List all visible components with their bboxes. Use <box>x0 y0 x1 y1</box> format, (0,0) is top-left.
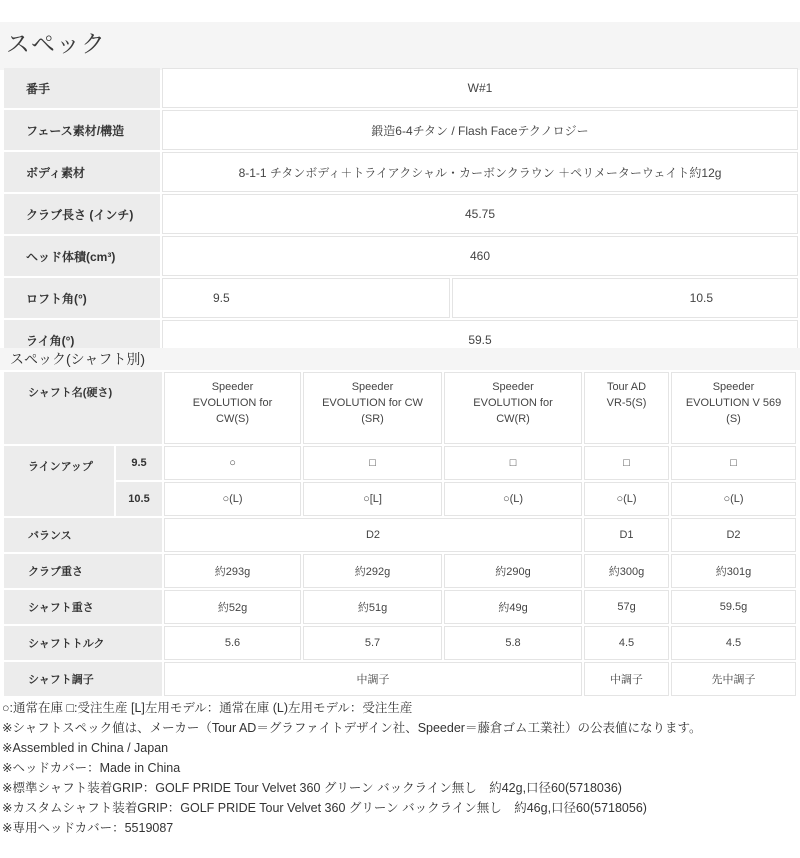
table-row <box>4 554 796 588</box>
row-value: 460 <box>162 236 798 276</box>
lineup-mark: □ <box>303 446 442 480</box>
lineup-mark: □ <box>584 446 669 480</box>
lineup-label: ラインアップ <box>4 446 114 516</box>
row-value: 59.5 <box>162 320 798 360</box>
club-weight-value: 約293g <box>164 554 301 588</box>
row-label: ボディ素材 <box>4 152 160 192</box>
balance-value: D2 <box>671 518 796 552</box>
kick-point-value: 先中調子 <box>671 662 796 696</box>
shaft-header <box>671 372 796 444</box>
shaft-weight-label: シャフト重さ <box>4 590 162 624</box>
lineup-loft: 9.5 <box>116 446 162 480</box>
note-assembled: ※Assembled in China / Japan <box>2 741 169 755</box>
lineup-mark: ○[L] <box>303 482 442 516</box>
shaft-name: Speeder EVOLUTION for CW(S) <box>192 381 273 425</box>
row-label: クラブ長さ (インチ) <box>4 194 160 234</box>
note-headcover-number: ※専用ヘッドカバー：5519087 <box>2 821 174 835</box>
balance-value: D1 <box>584 518 669 552</box>
lineup-mark: ○(L) <box>584 482 669 516</box>
shaft-name-label: シャフト名(硬さ) <box>4 372 162 444</box>
page-title: スペック <box>0 22 800 70</box>
balance-value: D2 <box>164 518 582 552</box>
table-row <box>4 110 798 150</box>
row-value: 45.75 <box>162 194 798 234</box>
shaft-header <box>303 372 442 444</box>
table-row <box>4 152 798 192</box>
row-value: 鍛造6-4チタン / Flash Faceテクノロジー <box>162 110 798 150</box>
row-label: ロフト角(°) <box>4 278 160 318</box>
lineup-mark: □ <box>444 446 582 480</box>
shaft-header <box>164 372 301 444</box>
lineup-mark: □ <box>671 446 796 480</box>
club-weight-value: 約300g <box>584 554 669 588</box>
lineup-mark: ○ <box>164 446 301 480</box>
loft-value-9-5: 9.5 <box>162 278 450 318</box>
club-weight-value: 約301g <box>671 554 796 588</box>
lineup-loft: 10.5 <box>116 482 162 516</box>
shaft-weight-value: 57g <box>584 590 669 624</box>
table-row <box>4 518 796 552</box>
torque-value: 4.5 <box>671 626 796 660</box>
row-label: 番手 <box>4 68 160 108</box>
shaft-name: Speeder EVOLUTION for CW (SR) <box>322 381 423 425</box>
torque-label: シャフトトルク <box>4 626 162 660</box>
row-value: 8-1-1 チタンボディ＋トライアクシャル・カーボンクラウン ＋ペリメーターウェイト約12g <box>162 152 798 192</box>
torque-value: 5.6 <box>164 626 301 660</box>
top-spacer <box>0 0 800 22</box>
kick-point-value: 中調子 <box>584 662 669 696</box>
table-row <box>4 482 796 516</box>
table-row <box>4 590 796 624</box>
shaft-weight-value: 約51g <box>303 590 442 624</box>
kick-point-value: 中調子 <box>164 662 582 696</box>
club-weight-label: クラブ重さ <box>4 554 162 588</box>
table-row <box>4 626 796 660</box>
table-row <box>4 194 798 234</box>
shaft-section-title: スペック(シャフト別) <box>0 348 800 370</box>
loft-value-10-5: 10.5 <box>452 278 798 318</box>
shaft-weight-value: 約52g <box>164 590 301 624</box>
table-row <box>4 446 796 480</box>
table-row <box>4 372 796 444</box>
club-weight-value: 約292g <box>303 554 442 588</box>
row-value: W#1 <box>162 68 798 108</box>
club-weight-value: 約290g <box>444 554 582 588</box>
note-headcover-origin: ※ヘッドカバー：Made in China <box>2 761 181 775</box>
table-row <box>4 662 796 696</box>
note-custom-grip: ※カスタムシャフト装着GRIP：GOLF PRIDE Tour Velvet 360 グリーン バックライン無し 約46g,口径60(5718056) <box>2 801 647 815</box>
shaft-header <box>444 372 582 444</box>
shaft-name: Tour AD VR-5(S) <box>606 381 647 409</box>
shaft-header <box>584 372 669 444</box>
shaft-spec-table <box>2 370 798 698</box>
lineup-mark: ○(L) <box>444 482 582 516</box>
torque-value: 4.5 <box>584 626 669 660</box>
balance-label: バランス <box>4 518 162 552</box>
table-row <box>4 236 798 276</box>
row-label: フェース素材/構造 <box>4 110 160 150</box>
shaft-weight-value: 59.5g <box>671 590 796 624</box>
table-row <box>4 68 798 108</box>
torque-value: 5.7 <box>303 626 442 660</box>
note-shaft-spec: ※シャフトスペック値は、メーカー（Tour AD＝グラファイトデザイン社、Speeder＝藤倉ゴム工業社）の公表値になります。 <box>2 721 702 735</box>
row-label: ヘッド体積(cm³) <box>4 236 160 276</box>
lineup-mark: ○(L) <box>671 482 796 516</box>
lineup-mark: ○(L) <box>164 482 301 516</box>
torque-value: 5.8 <box>444 626 582 660</box>
shaft-weight-value: 約49g <box>444 590 582 624</box>
spec-table <box>2 66 800 362</box>
kick-point-label: シャフト調子 <box>4 662 162 696</box>
note-legend: ○:通常在庫 □:受注生産 [L]左用モデル：通常在庫 (L)左用モデル：受注生産 <box>2 701 413 715</box>
notes <box>2 698 798 838</box>
table-row <box>4 278 798 318</box>
note-standard-grip: ※標準シャフト装着GRIP：GOLF PRIDE Tour Velvet 360 グリーン バックライン無し 約42g,口径60(5718036) <box>2 781 622 795</box>
shaft-name: Speeder EVOLUTION for CW(R) <box>473 381 553 425</box>
row-label: ライ角(°) <box>4 320 160 360</box>
shaft-name: Speeder EVOLUTION V 569 (S) <box>685 381 782 425</box>
